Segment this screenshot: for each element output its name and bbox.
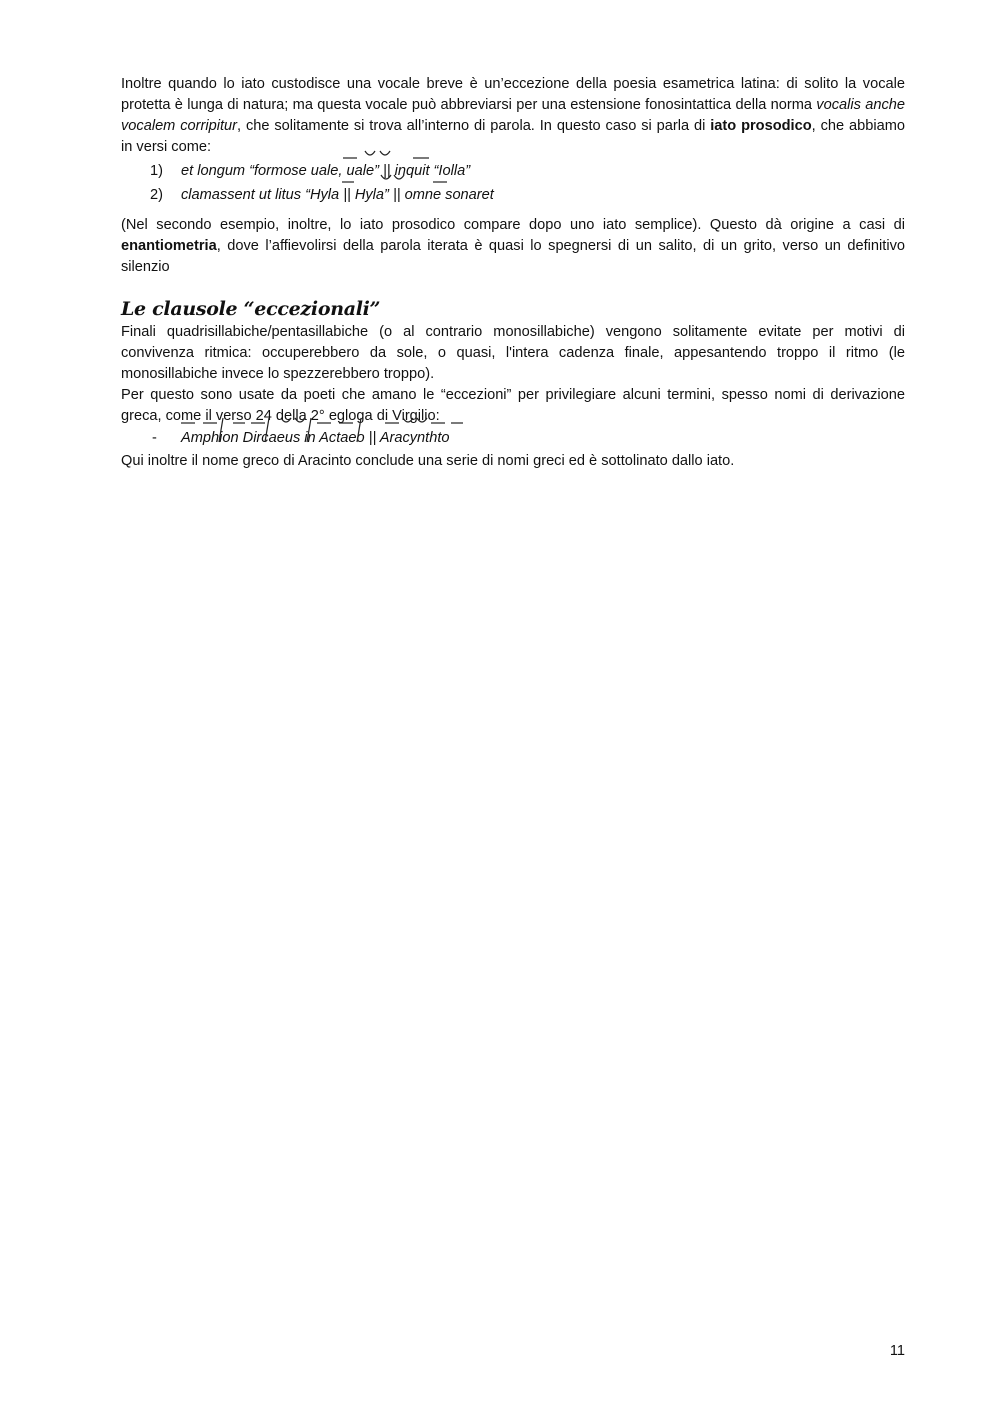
list-item: - Amphion Dircaeus in Actaeo || Aracynthto [121, 427, 905, 449]
section-heading: Le clausole “eccezionali” [121, 298, 381, 320]
list-item: 1) et longum “formose uale, uale” || inquit “Iolla” [121, 158, 905, 182]
closing-paragraph: Qui inoltre il nome greco di Aracinto conclude una serie di nomi greci ed è sottolinato dallo iato. [121, 453, 735, 469]
verse-2: clamassent ut litus “Hyla || Hyla” || omne sonaret [181, 185, 494, 206]
examples-list [121, 158, 905, 206]
page-body [121, 74, 905, 472]
eccezioni-paragraph: Per questo sono usate da poeti che amano le “eccezioni” per privilegiare alcuni termini, spesso nomi di derivazione greca, come il verso 24 della 2° egloga di Virgilio: [121, 387, 905, 424]
bullet-list [121, 427, 905, 449]
list-item: 2) clamassent ut litus “Hyla || Hyla” || omne sonaret [121, 182, 905, 206]
virgil-verse: Amphion Dircaeus in Actaeo || Aracynthto [181, 428, 450, 449]
verse-1: et longum “formose uale, uale” || inquit “Iolla” [181, 161, 470, 182]
intro-paragraph: Inoltre quando lo iato custodisce una vocale breve è un’eccezione della poesia esametrica latina: di solito la vocale protetta è lunga di natura; ma questa vocale può abbreviarsi per una estensione fonosintattica della norma vocalis anche vocalem corripitur, che solitamente si trova all’interno di parola. In questo caso si parla di iato prosodico, che abbiamo in versi come: [121, 76, 905, 155]
page-number: 11 [889, 1343, 905, 1359]
second-paragraph: (Nel secondo esempio, inoltre, lo iato prosodico compare dopo uno iato semplice). Questo dà origine a casi di enantiometria, dove l’affievolirsi della parola iterata è quasi lo spegnersi di un salito, di un grito, verso un definitivo silenzio [121, 217, 905, 275]
clausole-paragraph: Finali quadrisillabiche/pentasillabiche (o al contrario monosillabiche) vengono solitamente evitate per motivi di convivenza ritmica: occuperebbero da sole, o quasi, l'intera cadenza finale, appesantendo troppo il ritmo (le monosillabiche invece lo spezzerebbero troppo). [121, 324, 905, 382]
